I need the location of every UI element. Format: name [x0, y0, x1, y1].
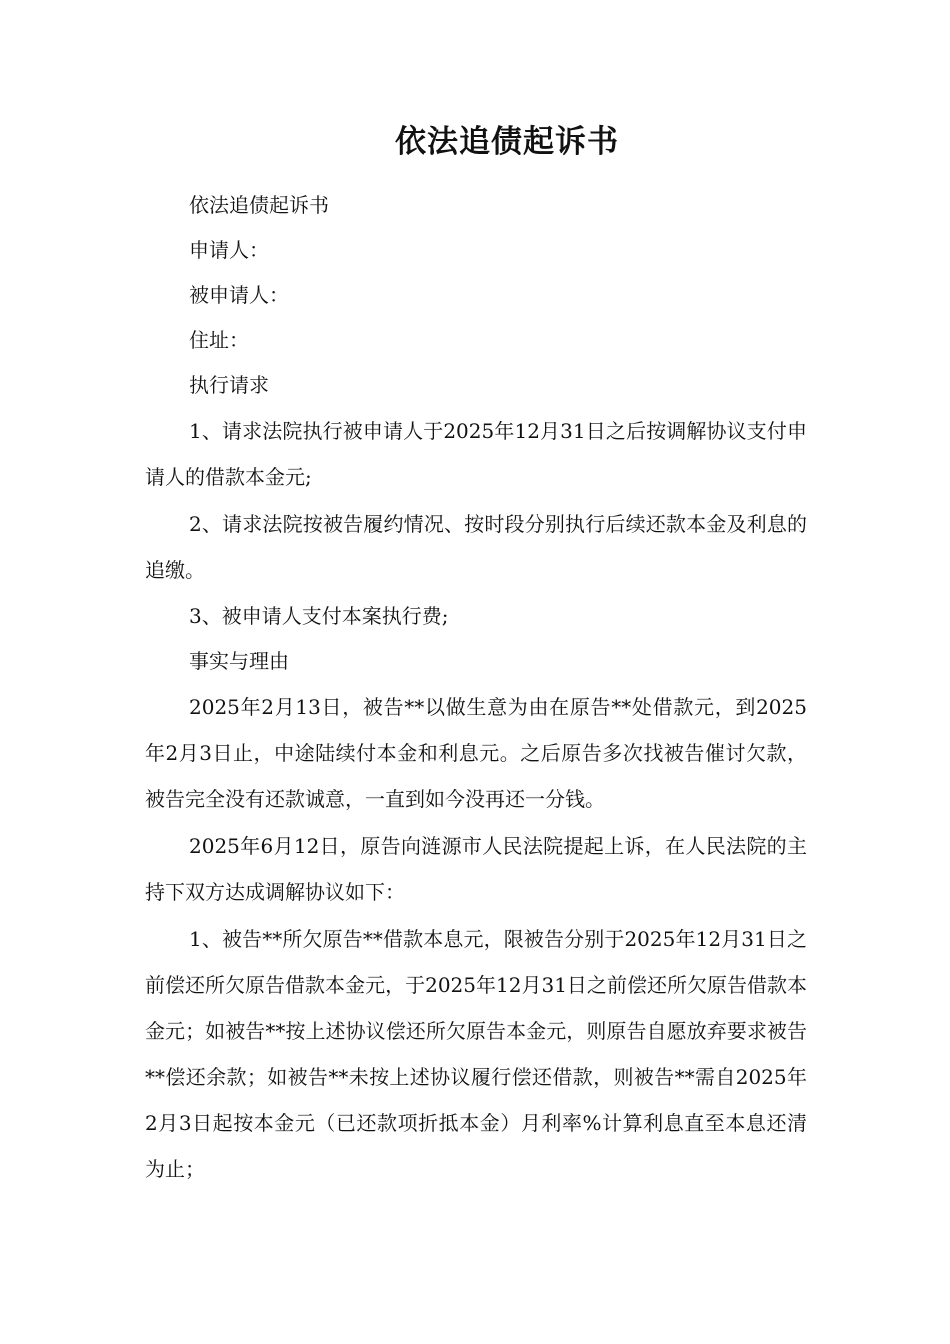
paragraph-agreement-1: 1、被告**所欠原告**借款本息元，限被告分别于2025年12月31日之前偿还所欠原告借款本金元，于2025年12月31日之前偿还所欠原告借款本金元；如被告**按上述协议偿还所欠原告本金元，则原告自愿放弃要求被告**偿还余款；如被告**未按上述协议履行偿还借款，则被告**需自2025年2月3日起按本金元（已还款项折抵本金）月利率%计算利息直至本息还清为止；: [145, 927, 807, 1181]
paragraph-address: 住址：: [189, 328, 249, 352]
paragraph-request-1: 1、请求法院执行被申请人于2025年12月31日之后按调解协议支付申请人的借款本金元;: [145, 419, 807, 489]
paragraph-request-2: 2、请求法院按被告履约情况、按时段分别执行后续还款本金及利息的追缴。: [145, 512, 807, 582]
document-body: [145, 183, 807, 1193]
paragraph-request-3: 3、被申请人支付本案执行费;: [189, 604, 449, 628]
paragraph-facts-1: 2025年2月13日，被告**以做生意为由在原告**处借款元，到2025年2月3日止，中途陆续付本金和利息元。之后原告多次找被告催讨欠款，被告完全没有还款诚意，一直到如今没再还一分钱。: [145, 695, 807, 811]
paragraph-respondent: 被申请人：: [189, 283, 289, 307]
paragraph-execution-request-heading: 执行请求: [189, 373, 269, 397]
document-title: 依法追债起诉书: [395, 124, 619, 160]
paragraph-facts-2: 2025年6月12日，原告向涟源市人民法院提起上诉，在人民法院的主持下双方达成调解协议如下：: [145, 834, 807, 904]
paragraph-facts-heading: 事实与理由: [189, 649, 289, 673]
paragraph-heading-repeat: 依法追债起诉书: [189, 193, 329, 217]
paragraph-applicant: 申请人：: [189, 238, 269, 262]
